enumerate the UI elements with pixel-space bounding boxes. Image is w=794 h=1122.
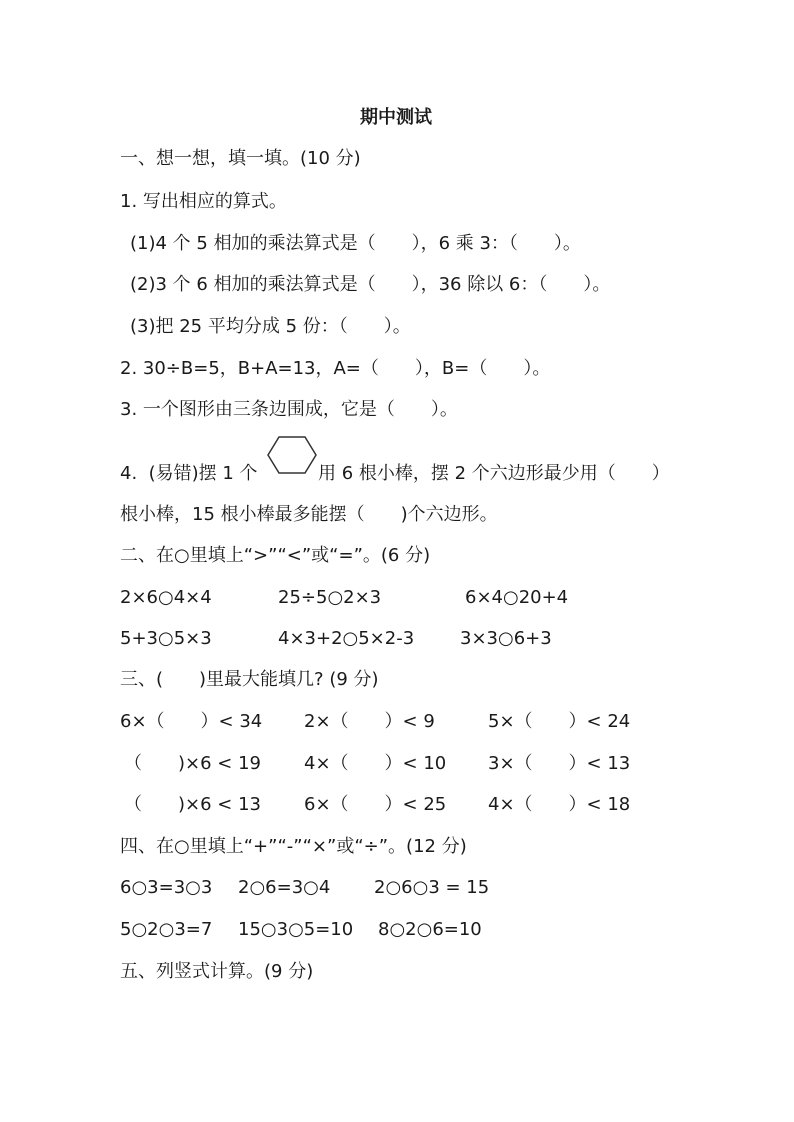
compare-item: 2×6○4×4 (120, 587, 212, 608)
operator-item: 8○2○6=10 (378, 919, 482, 940)
question-4-part-1: 4. (易错)摆 1 个 (120, 463, 258, 484)
fill-max-item: 4×（ ）< 18 (488, 794, 631, 815)
question-2: 2. 30÷B=5，B+A=13，A=（ ），B=（ ）。 (120, 358, 551, 379)
section-1-heading: 一、想一想，填一填。(10 分) (120, 148, 361, 169)
page-title: 期中测试 (360, 107, 432, 128)
question-1-part-2: (2)3 个 6 相加的乘法算式是（ ），36 除以 6：（ ）。 (130, 274, 611, 295)
section-3-heading: 三、( )里最大能填几? (9 分) (120, 669, 379, 690)
fill-max-item: 3×（ ）< 13 (488, 753, 631, 774)
compare-item: 5+3○5×3 (120, 628, 212, 649)
question-1: 1. 写出相应的算式。 (120, 191, 287, 212)
compare-item: 6×4○20+4 (465, 587, 569, 608)
section-2-heading: 二、在○里填上“>”“<”或“=”。(6 分) (120, 545, 431, 566)
fill-max-item: 6×（ ）< 25 (304, 794, 447, 815)
compare-item: 4×3+2○5×2-3 (278, 628, 415, 649)
fill-max-item: 4×（ ）< 10 (304, 753, 447, 774)
question-1-part-1: (1)4 个 5 相加的乘法算式是（ ），6 乘 3：（ ）。 (130, 233, 581, 254)
operator-item: 15○3○5=10 (238, 919, 354, 940)
question-3: 3. 一个图形由三条边围成，它是（ ）。 (120, 399, 458, 420)
question-1-part-3: (3)把 25 平均分成 5 份：（ ）。 (130, 316, 411, 337)
fill-max-item: 2×（ ）< 9 (304, 711, 435, 732)
section-5-heading: 五、列竖式计算。(9 分) (120, 961, 314, 982)
operator-item: 5○2○3=7 (120, 919, 213, 940)
fill-max-item: 6×（ ）< 34 (120, 711, 263, 732)
hexagon-icon (266, 434, 318, 476)
section-4-heading: 四、在○里填上“+”“-”“×”或“÷”。(12 分) (120, 836, 467, 857)
operator-item: 2○6○3 = 15 (374, 877, 490, 898)
fill-max-item: 5×（ ）< 24 (488, 711, 631, 732)
question-4-part-2: 用 6 根小棒，摆 2 个六边形最少用（ ） (318, 463, 670, 484)
fill-max-item: （ )×6 < 13 (124, 794, 261, 815)
fill-max-item: （ )×6 < 19 (124, 753, 261, 774)
question-4-line-2: 根小棒，15 根小棒最多能摆（ )个六边形。 (120, 504, 498, 525)
operator-item: 2○6=3○4 (238, 877, 331, 898)
compare-item: 25÷5○2×3 (278, 587, 382, 608)
operator-item: 6○3=3○3 (120, 877, 213, 898)
compare-item: 3×3○6+3 (460, 628, 552, 649)
